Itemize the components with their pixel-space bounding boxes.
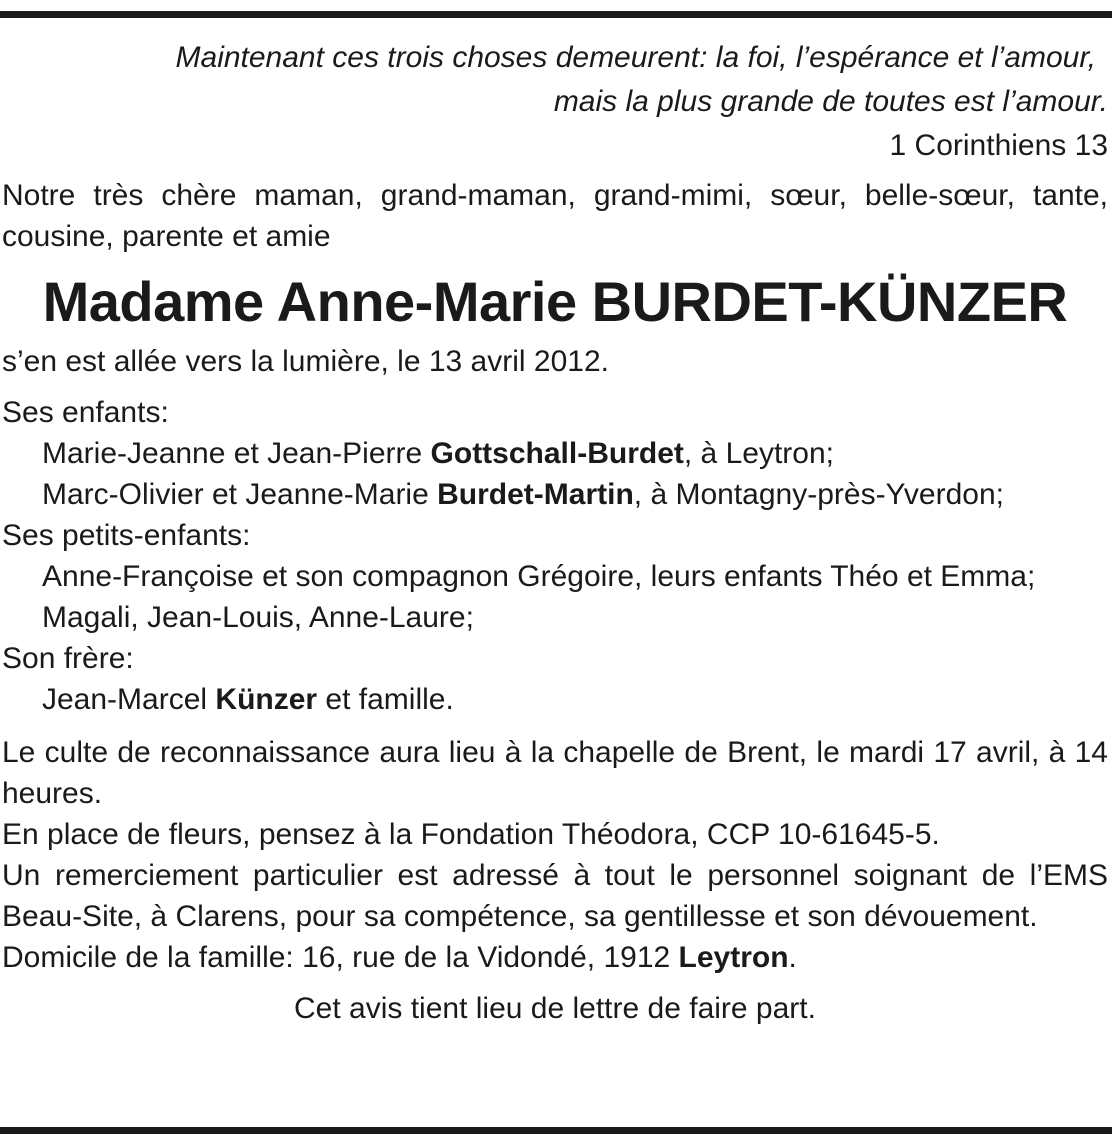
grandchildren-label: Ses petits-enfants: xyxy=(2,519,251,552)
child-names: Marie-Jeanne et Jean-Pierre xyxy=(42,437,431,470)
departure-text: s’en est allée vers la lumière, le 13 avril 2012. xyxy=(2,345,609,378)
quote-line-2: mais la plus grande de toutes est l’amour. xyxy=(553,85,1108,118)
children-label: Ses enfants: xyxy=(2,396,169,429)
child-names: Marc-Olivier et Jeanne-Marie xyxy=(42,478,438,511)
ceremony-info: Le culte de reconnaissance aura lieu à la chapelle de Brent, le mardi 17 avril, à 14 heures. xyxy=(2,736,1108,810)
deceased-name: Madame Anne-Marie BURDET-KÜNZER xyxy=(42,270,1068,333)
brother-entry xyxy=(2,679,1108,720)
child-entry xyxy=(2,433,1108,474)
brother-family: et famille. xyxy=(317,683,454,716)
flowers-info: En place de fleurs, pensez à la Fondation Théodora, CCP 10-61645-5. xyxy=(2,818,940,851)
grandchild-entry: Magali, Jean-Louis, Anne-Laure; xyxy=(42,601,474,634)
thanks-text: Un remerciement particulier est adressé à tout le personnel soignant de l’EMS Beau-Site, à Clarens, pour sa compétence, sa gentillesse et son dévouement. xyxy=(2,859,1108,933)
domicile-address: Domicile de la famille: 16, rue de la Vidondé, 1912 xyxy=(2,941,679,974)
brother-label: Son frère: xyxy=(2,642,134,675)
child-surname: Burdet-Martin xyxy=(437,478,634,511)
child-surname: Gottschall-Burdet xyxy=(430,437,684,470)
notice-content xyxy=(2,36,1108,1029)
domicile-end: . xyxy=(788,941,797,974)
child-location: , à Leytron; xyxy=(683,437,834,470)
child-location: , à Montagny-près-Yverdon; xyxy=(633,478,1004,511)
quote-line-1: Maintenant ces trois choses demeurent: la foi, l’espérance et l’amour, xyxy=(175,41,1096,74)
closing-text: Cet avis tient lieu de lettre de faire part. xyxy=(294,992,816,1025)
domicile-town: Leytron xyxy=(678,941,789,974)
intro-text: Notre très chère maman, grand-maman, grand-mimi, sœur, belle-sœur, tante, cousine, parente et amie xyxy=(2,179,1108,253)
grandchild-entry: Anne-Françoise et son compagnon Grégoire, leurs enfants Théo et Emma; xyxy=(42,560,1036,593)
family-list xyxy=(2,392,1108,720)
bottom-border-rule xyxy=(0,1127,1112,1134)
brother-name: Jean-Marcel xyxy=(42,683,216,716)
domicile-info xyxy=(2,937,1108,978)
brother-surname: Künzer xyxy=(215,683,318,716)
quote-citation: 1 Corinthiens 13 xyxy=(889,129,1108,162)
child-entry xyxy=(2,474,1108,515)
bible-quote xyxy=(2,36,1108,168)
top-border-rule xyxy=(0,11,1112,18)
